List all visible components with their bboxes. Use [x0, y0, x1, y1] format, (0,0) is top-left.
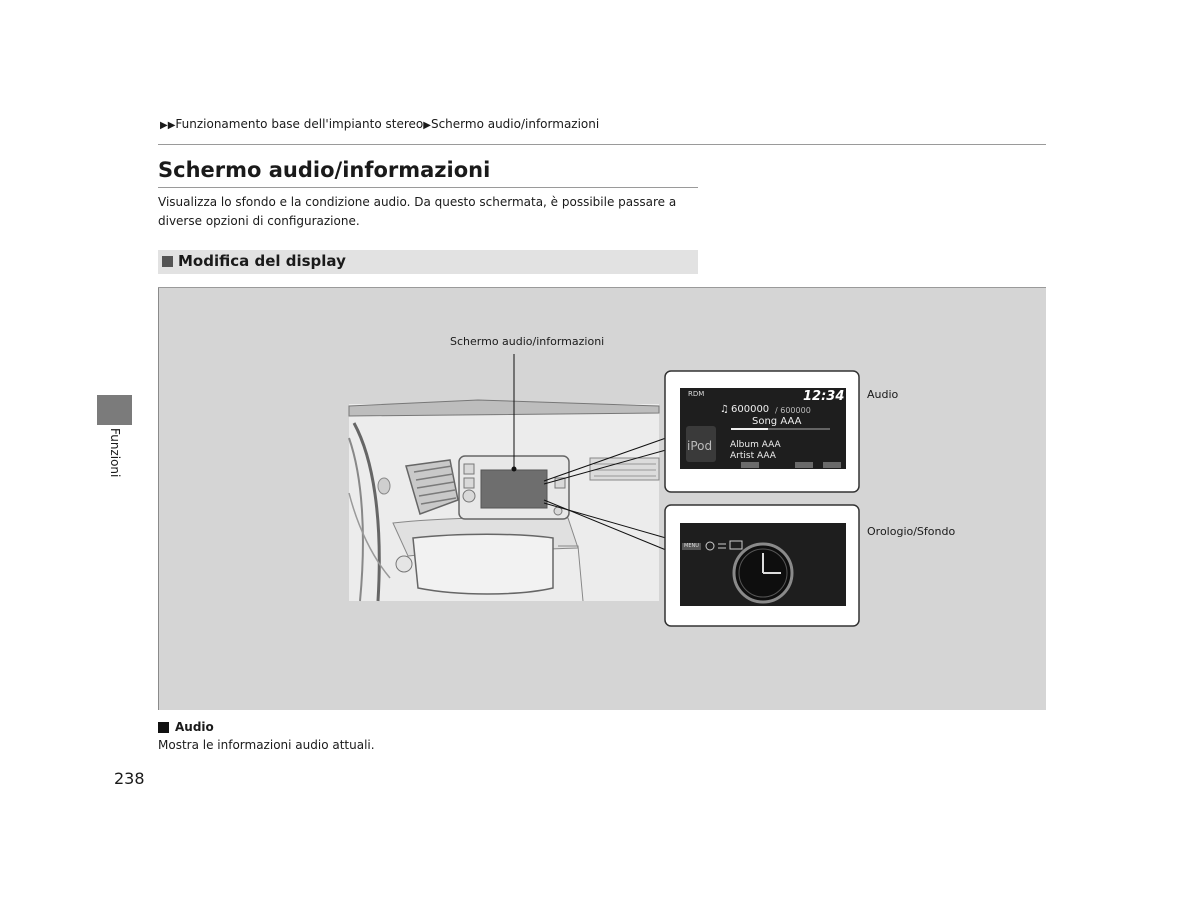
breadcrumb-arrow-icon: ▶	[423, 120, 431, 131]
menu-label: MENU	[684, 543, 699, 549]
callout-label-screen: Schermo audio/informazioni	[450, 335, 605, 348]
artist-name: Artist AAA	[730, 451, 776, 461]
breadcrumb-arrow-icon: ▶▶	[160, 120, 176, 131]
dashboard-drawing	[349, 400, 659, 601]
callout-dot	[512, 467, 517, 472]
screen-button	[741, 462, 759, 468]
page-title: Schermo audio/informazioni	[158, 158, 491, 182]
song-title: Song AAA	[752, 416, 802, 427]
audio-time: 12:34	[803, 389, 845, 404]
title-rule	[158, 187, 698, 188]
dashboard-illustration	[158, 288, 1046, 710]
bullet-square-icon	[158, 722, 169, 733]
breadcrumb-current: Schermo audio/informazioni	[430, 117, 600, 131]
header-rule	[158, 144, 1046, 145]
track-number: 600000	[731, 404, 770, 415]
figure-top-edge	[158, 287, 1046, 288]
source-label: iPod	[687, 439, 713, 453]
callout-label-audio: Audio	[867, 388, 899, 401]
breadcrumb-parent[interactable]: Funzionamento base dell'impianto stereo	[175, 117, 424, 131]
screen-button	[795, 462, 813, 468]
side-tab[interactable]	[97, 395, 132, 425]
page-number: 238	[114, 769, 145, 788]
screen-button	[823, 462, 841, 468]
audio-description: Mostra le informazioni audio attuali.	[158, 738, 375, 752]
rdm-indicator: RDM	[688, 390, 705, 398]
side-tab-label: Funzioni	[108, 428, 122, 478]
music-note-icon: ♫	[720, 404, 729, 415]
section-square-icon	[162, 256, 173, 267]
track-total: / 600000	[775, 406, 811, 415]
intro-paragraph: Visualizza lo sfondo e la condizione audio. Da questo schermata, è possibile passare a diverse opzioni di configurazione.	[158, 195, 677, 228]
figure-illustration	[158, 288, 1046, 710]
album-name: Album AAA	[730, 440, 781, 450]
figure-left-edge	[158, 288, 159, 710]
section-title: Modifica del display	[178, 252, 346, 270]
breadcrumb	[160, 117, 599, 131]
callout-label-clock: Orologio/Sfondo	[867, 525, 956, 538]
clock-icon	[734, 544, 792, 602]
audio-heading: Audio	[175, 720, 214, 734]
